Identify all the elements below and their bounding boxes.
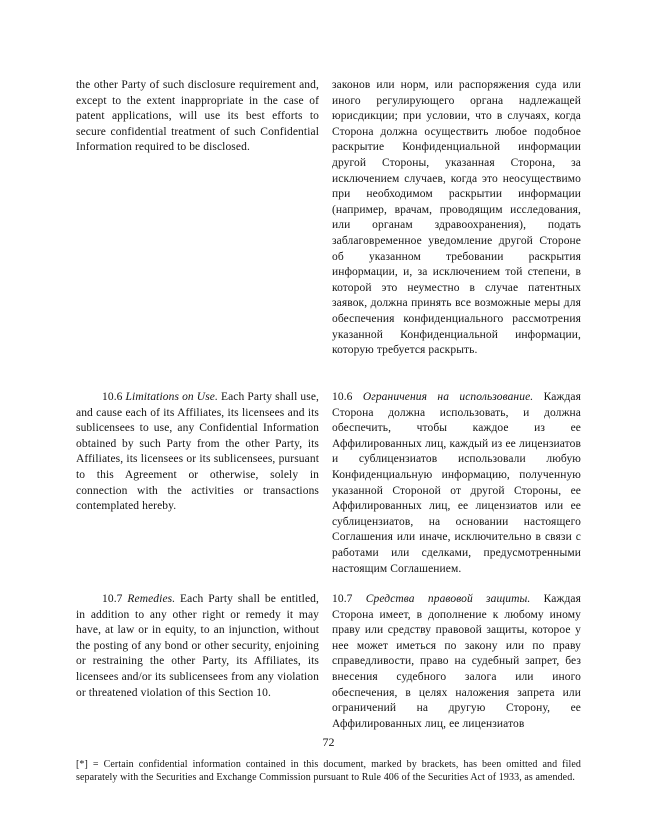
footnote: [*] = Certain confidential information contained in this document, marked by brackets, has been omitted and filed separately with the Securities and Exchange Commission pursuant to Rule 406 of the Securities Act of 1933, as amended. bbox=[76, 759, 581, 783]
paragraph-ru-section-10-6: 10.6 Ограничения на использование. Каждая Сторона должна использовать, и должна обеспечить, чтобы каждое из ее Аффилированных лиц, каждый из ее лицензиатов и сублицензиатов использовали любую Конфиденциальную информацию, полученную указанной Стороной от другой Стороны, ее Аффилированных лиц, ее лицензиатов или ее сублицензиатов, на основании настоящего Соглашения или иначе, исключительно в связи с работами или сделками, предусмотренными настоящим Соглашением. bbox=[332, 391, 581, 575]
translation-row-continuation bbox=[76, 78, 581, 390]
translation-row-section-10-6 bbox=[76, 390, 581, 592]
paragraph-en-section-10-7: 10.7 Remedies. Each Party shall be entitled, in addition to any other right or remedy it may have, at law or in equity, to an injunction, without the posting of any bond or other security, enjoining or restraining the other Party, its Affiliates, its licensees and/or its sublicensees from any violation or threatened violation of this Section 10. bbox=[76, 593, 320, 699]
translation-row-section-10-7 bbox=[76, 592, 581, 733]
paragraph-en-section-10-6: 10.6 Limitations on Use. Each Party shall use, and cause each of its Affiliates, its licensees and its sublicensees to use, any Confidential Information obtained by such Party from the other Party, its Affiliates, its licensees or its sublicensees, pursuant to this Agreement or otherwise, solely in connection with the activities or transactions contemplated hereby. bbox=[76, 391, 320, 513]
paragraph-ru-continuation: законов или норм, или распоряжения суда или иного регулирующего органа надлежащей юрисдикции; при условии, что в случаях, когда Сторона должна осуществить любое подобное раскрытие Конфиденциальной информации другой Стороны, указанная Сторона, за исключением случаев, когда это неосуществимо при необходимом раскрытии информации (например, врачам, проводящим исследования, или органам здравоохранения), подать заблаговременное уведомление другой Стороне об указанном требовании раскрытия информации, и, за исключением той степени, в которой это неуместно в случае патентных заявок, должна принять все возможные меры для обеспечения конфиденциального рассмотрения указанной Конфиденциальной информации, которую требуется раскрыть. bbox=[332, 79, 581, 357]
document-content bbox=[76, 78, 581, 784]
paragraph-en-continuation: the other Party of such disclosure requirement and, except to the extent inappropriate in the case of patent applications, will use its best efforts to secure confidential treatment of such Confidential Information required to be disclosed. bbox=[76, 79, 319, 154]
page-number: 72 bbox=[322, 735, 335, 749]
paragraph-ru-section-10-7: 10.7 Средства правовой защиты. Каждая Сторона имеет, в дополнение к любому иному праву или средству правовой защиты, которое у нее может иметься по закону или по праву справедливости, право на судебный запрет, без внесения судебного залога или иного обеспечения, в целях наложения запрета или ограничений на другую Сторону, ее Аффилированных лиц, ее лицензиатов bbox=[332, 593, 582, 730]
